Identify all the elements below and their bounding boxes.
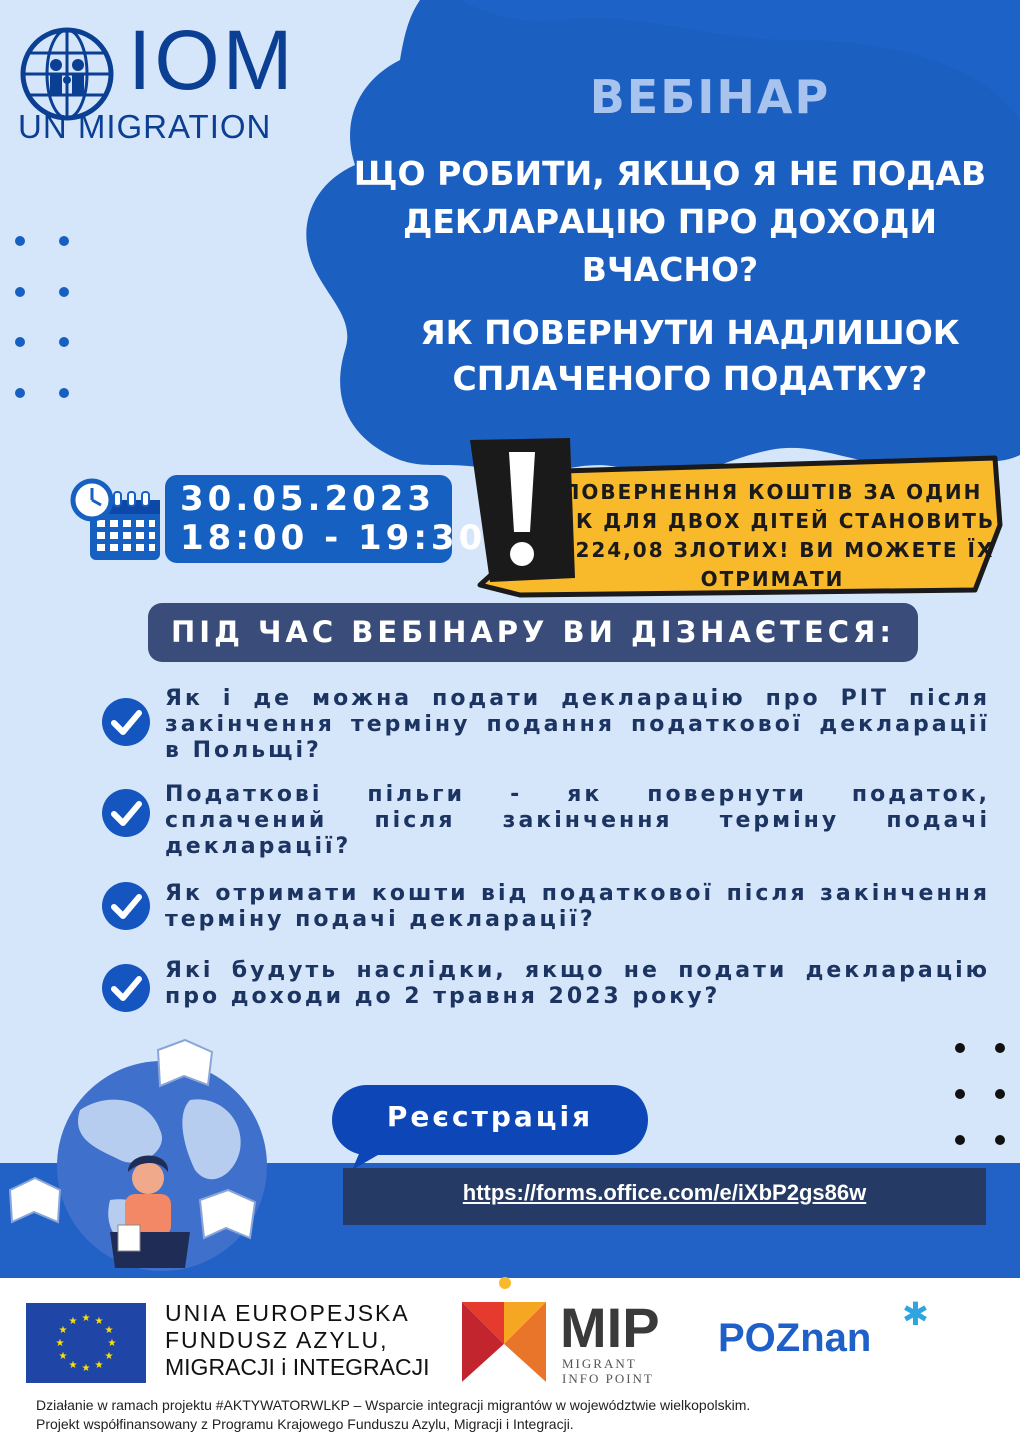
event-datetime: [180, 480, 486, 558]
check-icon: [102, 964, 150, 1012]
funding-line-2: Projekt współfinansowany z Programu Krajowego Funduszu Azylu, Migracji i Integracji.: [36, 1416, 574, 1432]
mip-line-2: INFO POINT: [562, 1371, 654, 1386]
org-subtitle: UN MIGRATION: [18, 108, 272, 145]
svg-text:★: ★: [81, 1313, 91, 1324]
learn-item-3: Як отримати кошти від податкової після закінчення терміну подачі декларації?: [165, 881, 990, 932]
funding-note: [36, 1396, 996, 1434]
poznan-logo: POZnan: [718, 1316, 872, 1360]
dot-icon: [498, 1276, 512, 1290]
learn-item-2: Податкові пільги - як повернути податок, сплачений після закінчення терміну подачі декларації?: [165, 782, 990, 859]
decorative-dots-right: [955, 1043, 1010, 1148]
check-icon: [102, 882, 150, 930]
hero-question-1: ЩО РОБИТИ, ЯКЩО Я НЕ ПОДАВ ДЕКЛАРАЦІЮ ПРО ДОХОДИ ВЧАСНО?: [353, 154, 987, 289]
svg-text:★: ★: [55, 1338, 65, 1349]
mip-subtitle: [562, 1356, 654, 1386]
event-date: 30.05.2023: [180, 479, 436, 519]
mip-logo-icon: [462, 1302, 546, 1382]
svg-text:★: ★: [104, 1325, 114, 1336]
org-acronym: IOM: [128, 13, 296, 107]
eu-line-3: MIGRACJI i INTEGRACJI: [165, 1354, 430, 1380]
check-icon: [102, 698, 150, 746]
mip-line-1: MIGRANT: [562, 1356, 637, 1371]
eu-fund-text: [165, 1300, 430, 1381]
svg-text:★: ★: [81, 1363, 91, 1374]
funding-line-1: Działanie w ramach projektu #AKTYWATORWLKP – Wsparcie integracji migrantów w województwie wielkopolskim.: [36, 1397, 751, 1413]
registration-label: Реєстрація: [386, 1100, 594, 1133]
girl-notebook: [118, 1225, 140, 1251]
mip-title: MIP: [560, 1296, 660, 1359]
learn-item-1: Як і де можна подати декларацію про PIT після закінчення терміну подання податкової декларації в Польщі?: [165, 686, 990, 763]
eu-line-1: UNIA EUROPEJSKA: [165, 1300, 410, 1326]
svg-text:★: ★: [58, 1325, 68, 1336]
notice-text: ПОВЕРНЕННЯ КОШТІВ ЗА ОДИН РІК ДЛЯ ДВОХ ДІТЕЙ СТАНОВИТЬ 2 224,08 ЗЛОТИХ! ВИ МОЖЕТЕ ЇХ ОТРИМАТИ: [549, 480, 996, 591]
registration-link[interactable]: https://forms.office.com/e/iXbP2gs86w: [462, 1180, 867, 1205]
svg-text:★: ★: [104, 1351, 114, 1362]
svg-text:★: ★: [94, 1316, 104, 1327]
svg-text:★: ★: [68, 1360, 78, 1371]
girl-head: [132, 1162, 164, 1194]
svg-text:★: ★: [58, 1351, 68, 1362]
svg-text:★: ★: [94, 1360, 104, 1371]
clock-calendar-icon: [70, 478, 165, 563]
decorative-dots-left: [15, 236, 75, 401]
eu-line-2: FUNDUSZ AZYLU,: [165, 1327, 389, 1353]
svg-text:★: ★: [68, 1316, 78, 1327]
event-time: 18:00 - 19:30: [180, 518, 487, 558]
svg-text:★: ★: [107, 1338, 117, 1349]
learn-item-4: Які будуть наслідки, якщо не подати декларацію про доходи до 2 травня 2023 року?: [165, 958, 990, 1009]
eu-stars-icon: [26, 1303, 146, 1383]
hero-question-2: ЯК ПОВЕРНУТИ НАДЛИШОК СПЛАЧЕНОГО ПОДАТКУ?: [420, 313, 960, 398]
asterisk-icon: ✱: [902, 1295, 929, 1333]
webinar-label: ВЕБІНАР: [589, 70, 831, 124]
learn-heading: ПІД ЧАС ВЕБІНАРУ ВИ ДІЗНАЄТЕСЯ:: [171, 615, 895, 649]
check-icon: [102, 789, 150, 837]
